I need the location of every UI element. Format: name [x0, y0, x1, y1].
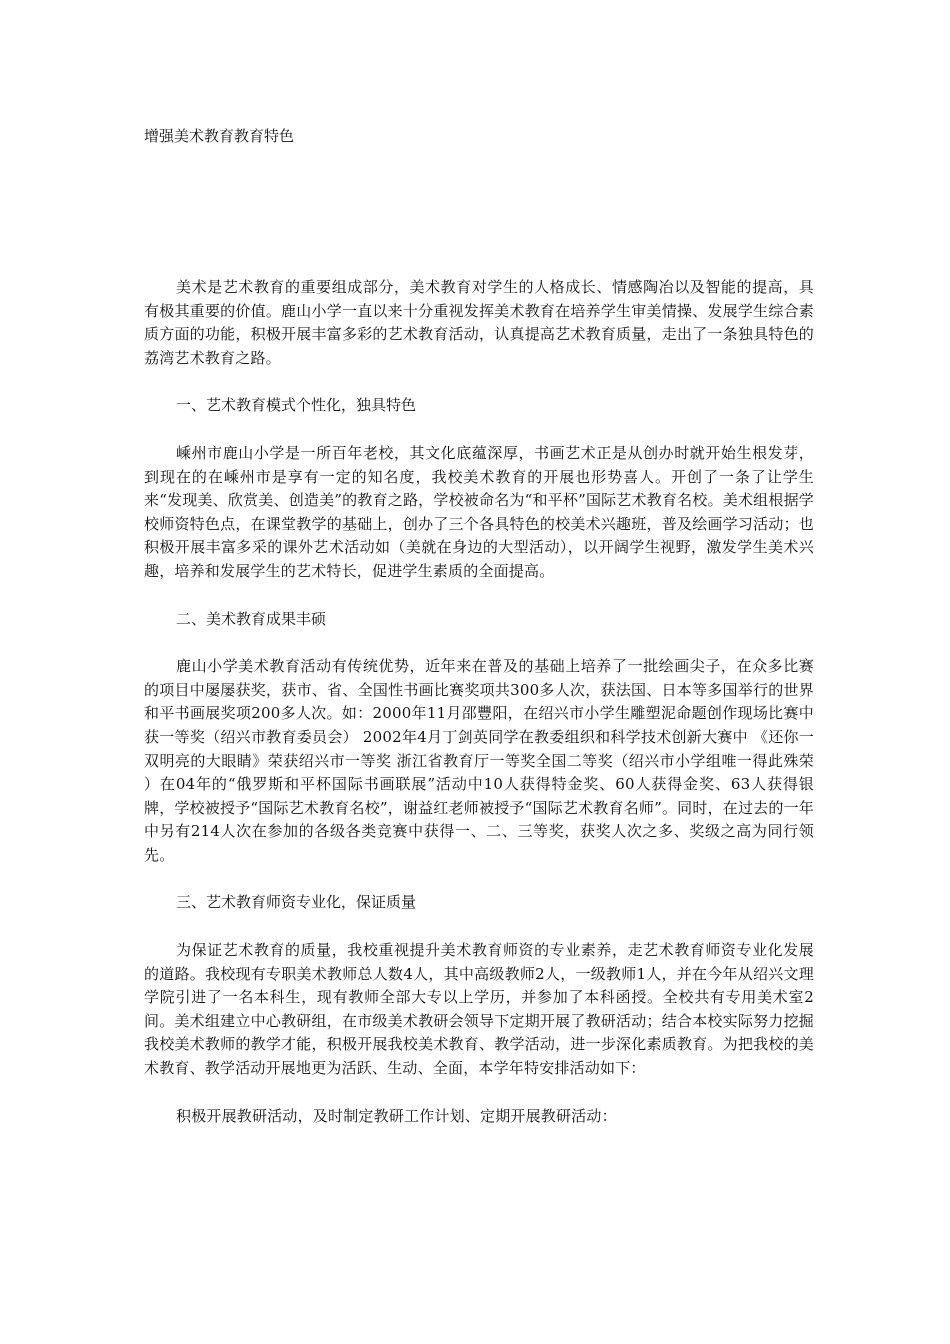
paragraph-section-1: 嵊州市鹿山小学是一所百年老校，其文化底蕴深厚，书画艺术正是从创办时就开始生根发芽，到现在的在嵊州市是享有一定的知名度，我校美术教育的开展也形势喜人。开创了一条了让学生来“发现美、欣赏美、创造美”的教育之路，学校被命名为“和平杯”国际艺术教育名校。美术组根据学校师资特色点，在课堂教学的基础上，创办了三个各具特色的校美术兴趣班，普及绘画学习活动；也积极开展丰富多采的课外艺术活动如（美就在身边的大型活动），以开阔学生视野，激发学生美术兴趣，培养和发展学生的艺术特长，促进学生素质的全面提高。	[144, 443, 814, 580]
document-body	[144, 276, 814, 1152]
section-heading-2: 二、美术教育成果丰硕	[176, 609, 327, 628]
paragraph-intro: 美术是艺术教育的重要组成部分，美术教育对学生的人格成长、情感陶冶以及智能的提高，具有极其重要的价值。鹿山小学一直以来十分重视发挥美术教育在培养学生审美情操、发展学生综合素质方面的功能，积极开展丰富多彩的艺术教育活动，认真提高艺术教育质量，走出了一条独具特色的荔湾艺术教育之路。	[144, 278, 814, 367]
document-title: 增强美术教育教育特色	[144, 127, 295, 145]
paragraph-section-2: 鹿山小学美术教育活动有传统优势，近年来在普及的基础上培养了一批绘画尖子，在众多比赛的项目中屡屡获奖，获市、省、全国性书画比赛奖项共300多人次，获法国、日本等多国举行的世界和平书画展奖项200多人次。如：2000年11月邵豐阳，在绍兴市小学生雕塑泥命题创作现场比赛中获一等奖（绍兴市教育委员会） 2002年4月丁剑英同学在教委组织和科学技术创新大赛中 《还你一双明亮的大眼睛》荣获绍兴市一等奖 浙江省教育厅一等奖全国二等奖（绍兴市小学组唯一得此殊荣 ）在04年的“俄罗斯和平杯国际书画联展”活动中10人获得特金奖、60人获得金奖、63人获得银牌，学校被授予“国际艺术教育名校”，谢益红老师被授予“国际艺术教育名师”。同时，在过去的一年中另有214人次在参加的各级各类竞赛中获得一、二、三等奖，获奖人次之多、奖级之高为同行领先。	[144, 657, 814, 864]
section-heading-1: 一、艺术教育模式个性化，独具特色	[176, 396, 417, 415]
paragraph-activities-intro: 积极开展教研活动，及时制定教研工作计划、定期开展教研活动：	[176, 1106, 617, 1125]
paragraph-section-3: 为保证艺术教育的质量，我校重视提升美术教育师资的专业素养，走艺术教育师资专业化发展的道路。我校现有专职美术教师总人数4人，其中高级教师2人，一级教师1人，并在今年从绍兴文理学院引进了一名本科生，现有教师全部大专以上学历，并参加了本科函授。全校共有专用美术室2间。美术组建立中心教研组，在市级美术教研会领导下定期开展了教研活动；结合本校实际努力挖掘我校美术教师的教学才能，积极开展我校美术教育、教学活动，进一步深化素质教育。为把我校的美术教育、教学活动开展地更为活跃、生动、全面，本学年特安排活动如下：	[144, 941, 814, 1078]
section-heading-3: 三、艺术教育师资专业化，保证质量	[176, 893, 417, 912]
